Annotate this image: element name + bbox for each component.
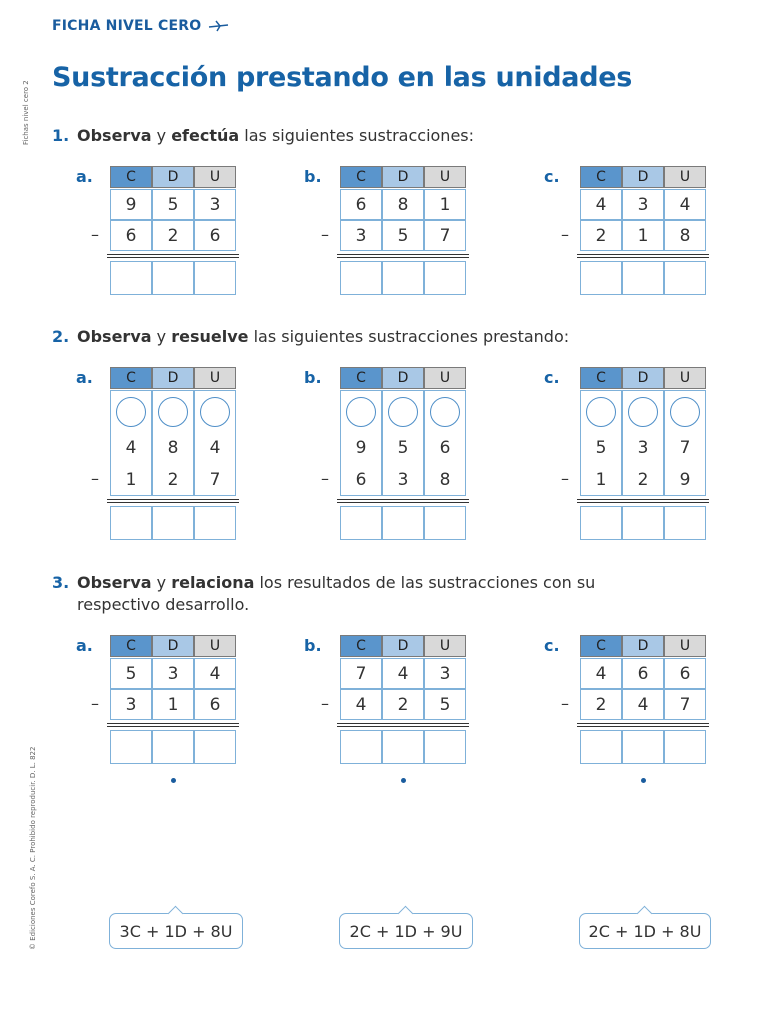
answer-box[interactable] [382, 506, 424, 540]
digit-cell: 3 [110, 689, 152, 720]
subtrahend-row [580, 464, 706, 496]
minus-sign: – [321, 224, 329, 244]
match-dot[interactable] [401, 778, 406, 783]
answer-box[interactable] [664, 506, 706, 540]
result-line [107, 254, 239, 255]
borrow-circle[interactable] [430, 397, 460, 427]
header-d: D [152, 367, 194, 389]
header-u: U [664, 635, 706, 657]
result-line [107, 257, 239, 258]
digit-cell: 9 [664, 464, 706, 496]
borrow-circle[interactable] [200, 397, 230, 427]
borrow-circle[interactable] [388, 397, 418, 427]
result-line [577, 499, 709, 500]
place-value-header [110, 166, 236, 188]
verb: Observa [77, 126, 152, 145]
digit-cell: 4 [194, 658, 236, 689]
result-line [107, 499, 239, 500]
exercise-label: b. [304, 636, 322, 655]
answer-box[interactable] [622, 506, 664, 540]
answer-row [580, 261, 706, 295]
minus-sign: – [91, 693, 99, 713]
digit-cell: 9 [110, 189, 152, 220]
result-line [107, 502, 239, 503]
result-line [577, 502, 709, 503]
digit-cell: 2 [382, 689, 424, 720]
verb: Observa [77, 573, 152, 592]
answer-box[interactable] [382, 730, 424, 764]
borrow-circle[interactable] [586, 397, 616, 427]
digit-cell: 3 [382, 464, 424, 496]
digit-cell: 9 [340, 432, 382, 464]
result-line [107, 723, 239, 724]
minuend-row [110, 658, 236, 689]
answer-row [580, 506, 706, 540]
page-title: Sustracción prestando en las unidades [52, 62, 633, 93]
answer-box[interactable] [340, 261, 382, 295]
question-number: 2. [52, 327, 70, 346]
answer-row [110, 261, 236, 295]
digit-cell: 6 [664, 658, 706, 689]
answer-box[interactable] [664, 261, 706, 295]
digit-cell: 6 [194, 220, 236, 251]
answer-row [580, 730, 706, 764]
answer-box[interactable] [382, 261, 424, 295]
digit-cell: 2 [580, 689, 622, 720]
digit-cell: 5 [580, 432, 622, 464]
exercise-label: b. [304, 368, 322, 387]
digit-cell: 5 [382, 432, 424, 464]
exercise-label: a. [76, 167, 93, 186]
option-label: 2C + 1D + 9U [349, 921, 463, 941]
digit-cell: 4 [580, 658, 622, 689]
exercise-label: a. [76, 636, 93, 655]
place-value-header [580, 166, 706, 188]
borrow-circle[interactable] [116, 397, 146, 427]
header-d: D [382, 166, 424, 188]
answer-row [110, 506, 236, 540]
answer-box[interactable] [194, 261, 236, 295]
header-c: C [580, 367, 622, 389]
minus-sign: – [561, 224, 569, 244]
box-pointer [637, 906, 653, 922]
answer-box[interactable] [424, 730, 466, 764]
copyright-note: © Ediciones Corefo S. A. C. Prohibido reproducir. D. L. 822 [29, 746, 37, 950]
place-value-header [340, 635, 466, 657]
answer-box[interactable] [580, 261, 622, 295]
minuend-row [340, 658, 466, 689]
minuend-row [580, 189, 706, 220]
digit-cell: 1 [110, 464, 152, 496]
digit-cell: 3 [622, 189, 664, 220]
digit-cell: 4 [580, 189, 622, 220]
digit-cell: 7 [664, 432, 706, 464]
digit-cell: 7 [340, 658, 382, 689]
verb: resuelve [171, 327, 249, 346]
borrow-circle[interactable] [346, 397, 376, 427]
minus-sign: – [561, 693, 569, 713]
borrow-cell [580, 390, 622, 432]
header-c: C [340, 166, 382, 188]
header-u: U [664, 166, 706, 188]
digit-cell: 4 [382, 658, 424, 689]
digit-cell: 1 [580, 464, 622, 496]
digit-cell: 5 [382, 220, 424, 251]
digit-cell: 3 [622, 432, 664, 464]
header-u: U [194, 367, 236, 389]
digit-cell: 8 [152, 432, 194, 464]
answer-box[interactable] [110, 506, 152, 540]
borrow-cell [664, 390, 706, 432]
digit-cell: 3 [194, 189, 236, 220]
header-d: D [382, 367, 424, 389]
header-u: U [424, 367, 466, 389]
minuend-row [340, 432, 466, 464]
result-line [337, 257, 469, 258]
subtrahend-row [110, 464, 236, 496]
digit-cell: 5 [110, 658, 152, 689]
minus-sign: – [321, 469, 329, 488]
result-line [337, 254, 469, 255]
place-value-header [340, 166, 466, 188]
header-d: D [622, 367, 664, 389]
exercise-label: c. [544, 167, 560, 186]
borrow-circles [110, 390, 236, 432]
digit-cell: 4 [110, 432, 152, 464]
digit-cell: 8 [664, 220, 706, 251]
digit-cell: 6 [194, 689, 236, 720]
borrow-cell [382, 390, 424, 432]
subtrahend-row [340, 464, 466, 496]
option-label: 3C + 1D + 8U [119, 921, 233, 941]
borrow-circle[interactable] [628, 397, 658, 427]
box-pointer [168, 906, 184, 922]
borrow-circles [340, 390, 466, 432]
subtrahend-row [110, 220, 236, 251]
digit-cell: 1 [424, 189, 466, 220]
development-option[interactable] [109, 913, 243, 949]
verb: relaciona [171, 573, 255, 592]
digit-cell: 6 [622, 658, 664, 689]
subtrahend-row [580, 220, 706, 251]
question-number: 1. [52, 126, 70, 145]
answer-box[interactable] [110, 730, 152, 764]
header-u: U [664, 367, 706, 389]
answer-box[interactable] [622, 261, 664, 295]
question-1: 1. Observa y efectúa las siguientes sustracciones: [52, 126, 475, 145]
digit-cell: 3 [152, 658, 194, 689]
digit-cell: 4 [664, 189, 706, 220]
minus-sign: – [321, 693, 329, 713]
answer-box[interactable] [340, 506, 382, 540]
digit-cell: 5 [424, 689, 466, 720]
side-note-top: Fichas nivel cero 2 [22, 80, 30, 145]
exercise-label: c. [544, 368, 560, 387]
minuend-row [580, 432, 706, 464]
digit-cell: 7 [424, 220, 466, 251]
minuend-row [110, 432, 236, 464]
header-d: D [152, 166, 194, 188]
match-dot[interactable] [641, 778, 646, 783]
place-value-header [340, 367, 466, 389]
answer-box[interactable] [424, 261, 466, 295]
answer-row [340, 506, 466, 540]
minuend-row [340, 189, 466, 220]
answer-box[interactable] [622, 730, 664, 764]
result-line [337, 726, 469, 727]
answer-box[interactable] [152, 730, 194, 764]
question-number: 3. [52, 573, 70, 592]
header-c: C [340, 367, 382, 389]
borrow-circles [580, 390, 706, 432]
header-u: U [424, 166, 466, 188]
borrow-cell [622, 390, 664, 432]
result-line [337, 723, 469, 724]
exercise-label: c. [544, 636, 560, 655]
question-2: 2. Observa y resuelve las siguientes sustracciones prestando: [52, 327, 570, 346]
borrow-cell [194, 390, 236, 432]
header-u: U [194, 166, 236, 188]
minus-sign: – [91, 469, 99, 488]
answer-box[interactable] [194, 730, 236, 764]
digit-cell: 6 [424, 432, 466, 464]
answer-box[interactable] [152, 506, 194, 540]
answer-box[interactable] [152, 261, 194, 295]
minuend-row [580, 658, 706, 689]
digit-cell: 4 [194, 432, 236, 464]
header-c: C [580, 166, 622, 188]
borrow-cell [152, 390, 194, 432]
header-d: D [622, 166, 664, 188]
digit-cell: 1 [152, 689, 194, 720]
digit-cell: 2 [622, 464, 664, 496]
header-d: D [152, 635, 194, 657]
digit-cell: 8 [382, 189, 424, 220]
place-value-header [580, 367, 706, 389]
borrow-cell [340, 390, 382, 432]
digit-cell: 4 [340, 689, 382, 720]
exercise-label: a. [76, 368, 93, 387]
digit-cell: 7 [664, 689, 706, 720]
digit-cell: 6 [340, 464, 382, 496]
minus-sign: – [561, 469, 569, 488]
place-value-header [110, 635, 236, 657]
header-c: C [580, 635, 622, 657]
result-line [337, 499, 469, 500]
header-c: C [110, 166, 152, 188]
development-option[interactable] [579, 913, 711, 949]
result-line [107, 726, 239, 727]
answer-box[interactable] [580, 506, 622, 540]
minuend-row [110, 189, 236, 220]
result-line [577, 726, 709, 727]
digit-cell: 6 [110, 220, 152, 251]
answer-box[interactable] [194, 506, 236, 540]
answer-row [110, 730, 236, 764]
minus-sign: – [91, 224, 99, 244]
development-option[interactable] [339, 913, 473, 949]
header-c: C [110, 367, 152, 389]
verb: Observa [77, 327, 152, 346]
subtrahend-row [110, 689, 236, 720]
answer-box[interactable] [110, 261, 152, 295]
place-value-header [580, 635, 706, 657]
subtrahend-row [340, 220, 466, 251]
result-line [577, 723, 709, 724]
digit-cell: 4 [622, 689, 664, 720]
digit-cell: 3 [424, 658, 466, 689]
answer-box[interactable] [580, 730, 622, 764]
answer-box[interactable] [424, 506, 466, 540]
subtrahend-row [340, 689, 466, 720]
header-c: C [340, 635, 382, 657]
answer-row [340, 261, 466, 295]
subtrahend-row [580, 689, 706, 720]
header-label: FICHA NIVEL CERO [52, 18, 202, 34]
header-d: D [382, 635, 424, 657]
result-line [337, 502, 469, 503]
digit-cell: 2 [152, 220, 194, 251]
option-label: 2C + 1D + 8U [588, 921, 702, 941]
question-3: 3. Observa y relaciona los resultados de las sustracciones con su respectivo desarrollo. [52, 573, 596, 614]
header-u: U [424, 635, 466, 657]
answer-row [340, 730, 466, 764]
digit-cell: 6 [340, 189, 382, 220]
header-u: U [194, 635, 236, 657]
digit-cell: 3 [340, 220, 382, 251]
borrow-cell [110, 390, 152, 432]
box-pointer [398, 906, 414, 922]
borrow-cell [424, 390, 466, 432]
digit-cell: 2 [580, 220, 622, 251]
bird-icon [208, 20, 230, 32]
digit-cell: 7 [194, 464, 236, 496]
digit-cell: 8 [424, 464, 466, 496]
header-c: C [110, 635, 152, 657]
borrow-circle[interactable] [158, 397, 188, 427]
answer-box[interactable] [664, 730, 706, 764]
digit-cell: 5 [152, 189, 194, 220]
result-line [577, 257, 709, 258]
digit-cell: 1 [622, 220, 664, 251]
answer-box[interactable] [340, 730, 382, 764]
exercise-label: b. [304, 167, 322, 186]
match-dot[interactable] [171, 778, 176, 783]
borrow-circle[interactable] [670, 397, 700, 427]
place-value-header [110, 367, 236, 389]
worksheet-header [52, 18, 230, 34]
result-line [577, 254, 709, 255]
header-d: D [622, 635, 664, 657]
digit-cell: 2 [152, 464, 194, 496]
verb: efectúa [171, 126, 240, 145]
